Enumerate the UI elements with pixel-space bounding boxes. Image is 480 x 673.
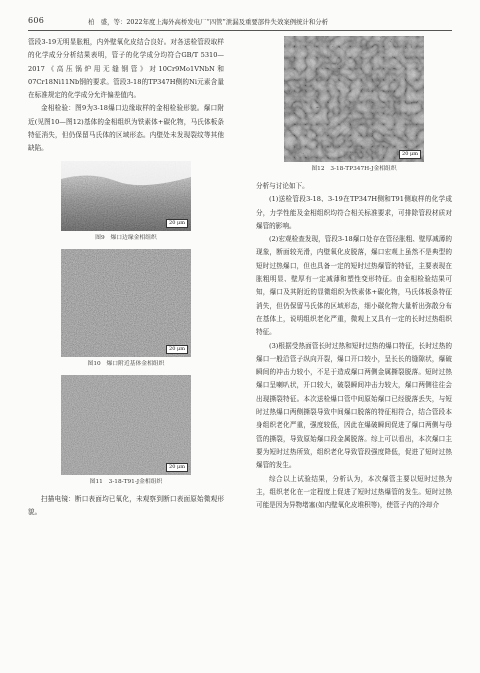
paragraph: (1)送检管段3-18、3-19在TP347H侧和T91侧取样的化学成分，力学性能及金相组织均符合相关标准要求，可排除管段材质对爆管的影响。	[256, 195, 452, 230]
figure-caption: 图11 3-18-T91-J金相组织	[89, 478, 163, 485]
figure-12-micrograph	[284, 36, 424, 162]
scale-bar: 20 μm	[166, 463, 188, 472]
micrograph-image	[284, 36, 424, 162]
paragraph: 分析与讨论如下。	[256, 182, 309, 190]
paragraph: 金相检验：图9为3-18爆口边缘取样的金相检验形貌。爆口附近(见图10—图12)基体的金相组织为铁素体+碳化物，马氏体板条特征消失，但仍保留马氏体的区域形态。内壁处未发现裂纹等其他缺陷。	[28, 104, 224, 153]
scale-bar: 20 μm	[166, 219, 188, 228]
figure-10-micrograph	[61, 249, 191, 357]
figure-caption: 图12 3-18-TP347H-J金相组织	[311, 166, 397, 172]
right-column	[256, 36, 452, 512]
paragraph: 扫描电镜：断口表面均已氧化，未观察到断口表面原始微观形貌。	[28, 494, 224, 516]
paragraph: 综合以上试验结果，分析认为，本次爆管主要以短时过热为主，组织老化在一定程度上促进了短时过热爆管的发生。短时过热可能是因为异物堵塞(如内壁氧化皮堆积等)，使管子内的冷却介	[256, 474, 452, 510]
page-number: 606	[28, 16, 45, 25]
figure-caption: 图10 爆口附近基体金相组织	[87, 360, 165, 367]
figure-caption: 图9 爆口边缘金相组织	[95, 234, 157, 241]
micrograph-image	[61, 249, 191, 357]
paragraph: 管段3-19无明显胀粗，内外壁氧化皮结合良好。对各送检管段取样的化学成分分析结果表明，管子的化学成分均符合GB/T 5310—2017《高压锅炉用无缝钢管》对10Cr9Mo1VNbN和07Cr18Ni11Nb钢的要求。管段3-18的TP347H侧的Ni元素含量在标准规定的化学成分允许偏差值内。	[28, 38, 224, 100]
figure-11-micrograph	[61, 375, 191, 475]
scale-bar: 20 μm	[166, 345, 188, 354]
running-title: 柏 盛，等：2022年度上海外高桥发电厂“四管”泄漏及重要部件失效案例统计和分析	[88, 18, 329, 26]
header-rule	[28, 30, 452, 31]
left-column	[28, 36, 224, 519]
scale-bar: 20 μm	[399, 150, 421, 159]
micrograph-image	[61, 375, 191, 475]
figure-9-micrograph	[61, 161, 191, 231]
page-header	[28, 12, 452, 28]
paragraph: (3)根据受热面管长时过热和短时过热的爆口特征，长时过热的爆口一般沿管子纵向开裂，爆口开口较小，呈长长的缝隙状，爆破瞬间的冲击力较小，不足于造成爆口两侧金属撕裂脱落。短时过热爆口呈喇叭状，开口较大，破裂瞬间冲击力较大，爆口两侧往往会出现撕裂特征。本次送检爆口管中间原始爆口已经脱落丢失，与短时过热爆口两侧撕裂导致中间爆口脱落的特征相符合，结合管段本身组织老化严重，强度较低，因此在爆破瞬间促进了爆口两侧与母管的撕裂，导致原始爆口段金属脱落。综上可以看出，本次爆口主要为短时过热所致，组织老化导致管段强度降低，促进了短时过热爆管的发生。	[256, 341, 452, 470]
paragraph: (2)宏观检查发现，管段3-18爆口处存在管径胀粗、壁厚减薄的现象，断面较光滑，内壁氧化皮脱落，爆口宏观上虽然不是典型的短时过热爆口，但也具备一定的短时过热爆管的特征，主要表现在胀粗明显、壁厚有一定减薄和塑性变形特征。由金相检验结果可知，爆口及其附近的显微组织为铁素体+碳化物，马氏体板条特征消失，但仍保留马氏体的区域形态，细小碳化物大量析出弥散分布在基体上，说明组织老化严重，微观上又具有一定的长时过热组织特征。	[256, 235, 452, 337]
